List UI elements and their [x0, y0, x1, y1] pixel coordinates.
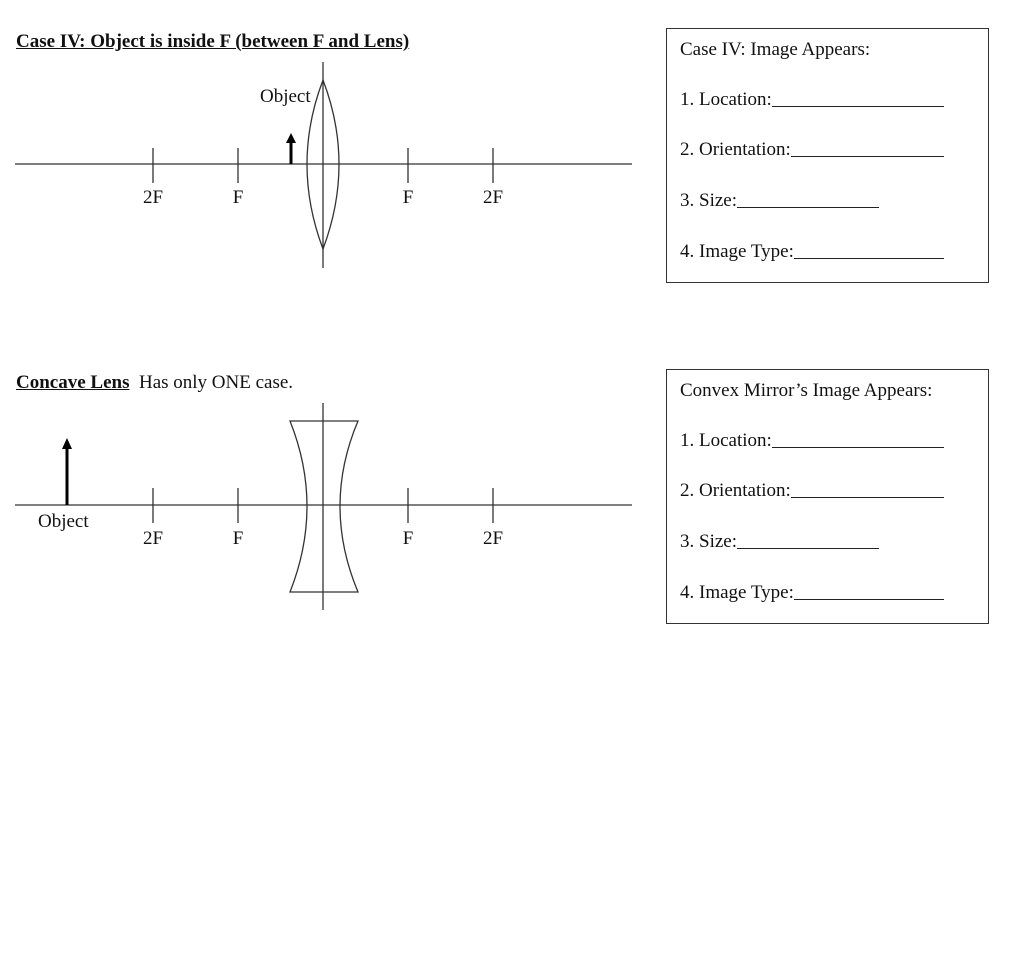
- tick-label: F: [402, 528, 414, 549]
- tick-label: F: [402, 187, 414, 208]
- box-title: Case IV: Image Appears:: [680, 39, 871, 60]
- answer-row-image-type: [680, 241, 944, 263]
- tick-label: 2F: [142, 187, 164, 208]
- row-label: 3. Size:: [680, 531, 737, 552]
- answer-row-location: [680, 89, 944, 111]
- concave-lens: [290, 421, 358, 592]
- object-label: Object: [38, 511, 89, 532]
- answer-row-orientation: [680, 480, 944, 502]
- answer-row-size: [680, 531, 879, 553]
- answer-blank[interactable]: [794, 598, 944, 600]
- concave-heading: [16, 372, 293, 394]
- object-arrowhead: [62, 438, 72, 449]
- object-label: Object: [260, 86, 311, 107]
- answer-row-size: [680, 190, 879, 212]
- tick-label: 2F: [142, 528, 164, 549]
- answer-blank[interactable]: [737, 547, 879, 549]
- answer-row-image-type: [680, 582, 944, 604]
- row-label: 1. Location:: [680, 430, 772, 451]
- object-arrowhead: [286, 133, 296, 143]
- box-title: Convex Mirror’s Image Appears:: [680, 380, 933, 401]
- row-label: 4. Image Type:: [680, 241, 794, 262]
- tick-label: 2F: [482, 528, 504, 549]
- row-label: 4. Image Type:: [680, 582, 794, 603]
- row-label: 1. Location:: [680, 89, 772, 110]
- case4-heading: Case IV: Object is inside F (between F and Lens): [16, 31, 410, 52]
- answer-blank[interactable]: [794, 257, 944, 259]
- concave-heading-rest: Has only ONE case.: [138, 372, 294, 393]
- concave-lens-diagram: [15, 403, 632, 610]
- answer-blank[interactable]: [772, 105, 944, 107]
- answer-row-orientation: [680, 139, 944, 161]
- tick-label: 2F: [482, 187, 504, 208]
- tick-label: F: [232, 528, 244, 549]
- convex-lens-diagram: [15, 62, 632, 268]
- row-label: 3. Size:: [680, 190, 737, 211]
- case4-answer-box: [666, 28, 989, 283]
- answer-blank[interactable]: [791, 496, 944, 498]
- concave-answer-box: [666, 369, 989, 624]
- row-label: 2. Orientation:: [680, 139, 791, 160]
- tick-label: F: [232, 187, 244, 208]
- row-label: 2. Orientation:: [680, 480, 791, 501]
- answer-blank[interactable]: [772, 446, 944, 448]
- answer-blank[interactable]: [791, 155, 944, 157]
- answer-blank[interactable]: [737, 206, 879, 208]
- answer-row-location: [680, 430, 944, 452]
- concave-heading-bold: Concave Lens: [16, 372, 130, 393]
